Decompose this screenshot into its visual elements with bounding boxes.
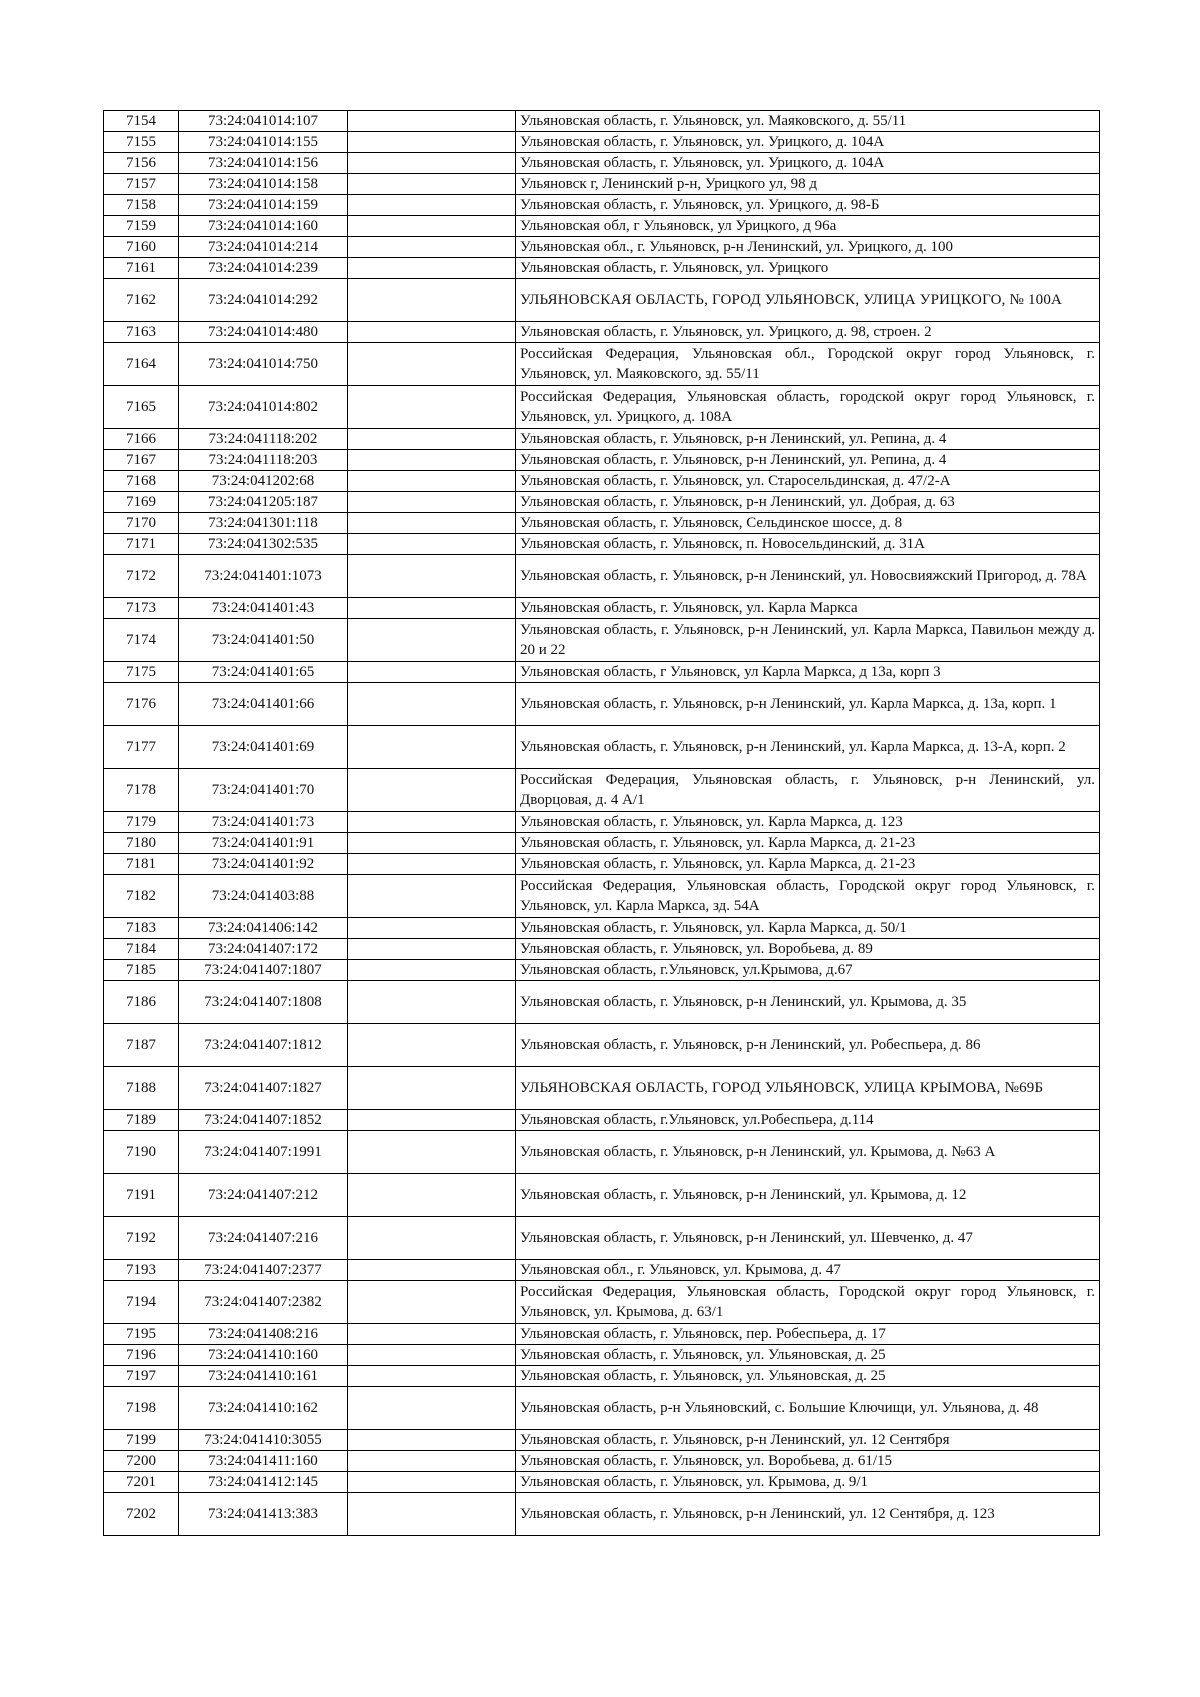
- table-row: [104, 854, 1100, 875]
- cadastral-number: 73:24:041401:50: [179, 619, 348, 662]
- table-row: [104, 1472, 1100, 1493]
- cadastral-number: 73:24:041407:216: [179, 1217, 348, 1260]
- address: Российская Федерация, Ульяновская область, городской округ город Ульяновск, г. Ульяновск, ул. Урицкого, д. 108А: [516, 386, 1100, 429]
- empty-cell: [348, 1345, 516, 1366]
- empty-cell: [348, 726, 516, 769]
- table-row: [104, 598, 1100, 619]
- table-row: [104, 683, 1100, 726]
- empty-cell: [348, 1131, 516, 1174]
- cadastral-number: 73:24:041118:202: [179, 429, 348, 450]
- row-number: 7192: [104, 1217, 179, 1260]
- row-number: 7168: [104, 471, 179, 492]
- cadastral-number: 73:24:041014:107: [179, 111, 348, 132]
- row-number: 7161: [104, 258, 179, 279]
- empty-cell: [348, 216, 516, 237]
- row-number: 7173: [104, 598, 179, 619]
- table-row: [104, 471, 1100, 492]
- address: Ульяновская область, г. Ульяновск, р-н Ленинский, ул. 12 Сентября: [516, 1430, 1100, 1451]
- table-row: [104, 812, 1100, 833]
- empty-cell: [348, 812, 516, 833]
- address: Ульяновская область, г. Ульяновск, ул. Ульяновская, д. 25: [516, 1345, 1100, 1366]
- row-number: 7178: [104, 769, 179, 812]
- cadastral-number: 73:24:041014:158: [179, 174, 348, 195]
- row-number: 7160: [104, 237, 179, 258]
- address: Ульяновская область, г. Ульяновск, Сельдинское шоссе, д. 8: [516, 513, 1100, 534]
- table-row: [104, 1451, 1100, 1472]
- cadastral-number: 73:24:041401:65: [179, 662, 348, 683]
- empty-cell: [348, 1067, 516, 1110]
- empty-cell: [348, 1451, 516, 1472]
- table-row: [104, 343, 1100, 386]
- empty-cell: [348, 1430, 516, 1451]
- cadastral-number: 73:24:041407:1807: [179, 960, 348, 981]
- cadastral-number: 73:24:041407:2377: [179, 1260, 348, 1281]
- empty-cell: [348, 195, 516, 216]
- empty-cell: [348, 598, 516, 619]
- table-row: [104, 492, 1100, 513]
- address: Российская Федерация, Ульяновская обл., Городской округ город Ульяновск, г. Ульяновск, ул. Маяковского, зд. 55/11: [516, 343, 1100, 386]
- address: Ульяновская область, г. Ульяновск, ул. Урицкого, д. 98-Б: [516, 195, 1100, 216]
- empty-cell: [348, 555, 516, 598]
- row-number: 7159: [104, 216, 179, 237]
- row-number: 7198: [104, 1387, 179, 1430]
- cadastral-number: 73:24:041412:145: [179, 1472, 348, 1493]
- cadastral-number: 73:24:041401:73: [179, 812, 348, 833]
- cadastral-number: 73:24:041407:1812: [179, 1024, 348, 1067]
- empty-cell: [348, 1260, 516, 1281]
- row-number: 7188: [104, 1067, 179, 1110]
- cadastral-number: 73:24:041410:3055: [179, 1430, 348, 1451]
- empty-cell: [348, 1174, 516, 1217]
- empty-cell: [348, 237, 516, 258]
- address: Ульяновская область, г. Ульяновск, р-н Ленинский, ул. Новосвияжский Пригород, д. 78А: [516, 555, 1100, 598]
- cadastral-number: 73:24:041401:92: [179, 854, 348, 875]
- row-number: 7179: [104, 812, 179, 833]
- row-number: 7166: [104, 429, 179, 450]
- address: Российская Федерация, Ульяновская область, г. Ульяновск, р-н Ленинский, ул. Дворцовая, д. 4 А/1: [516, 769, 1100, 812]
- address: Ульяновская область, г. Ульяновск, р-н Ленинский, ул. Крымова, д. 35: [516, 981, 1100, 1024]
- table-row: [104, 1324, 1100, 1345]
- address: Ульяновская область, г. Ульяновск, ул. Карла Маркса, д. 50/1: [516, 918, 1100, 939]
- empty-cell: [348, 1024, 516, 1067]
- address: Ульяновская область, г. Ульяновск, п. Новосельдинский, д. 31А: [516, 534, 1100, 555]
- table-row: [104, 1387, 1100, 1430]
- address: Российская Федерация, Ульяновская область, Городской округ город Ульяновск, г. Ульяновск, ул. Карла Маркса, зд. 54А: [516, 875, 1100, 918]
- cadastral-number: 73:24:041014:292: [179, 279, 348, 322]
- empty-cell: [348, 1324, 516, 1345]
- cadastral-number: 73:24:041410:161: [179, 1366, 348, 1387]
- address: Ульяновская область, г. Ульяновск, р-н Ленинский, ул. Карла Маркса, д. 13-А, корп. 2: [516, 726, 1100, 769]
- address: Ульяновская обл., г. Ульяновск, ул. Крымова, д. 47: [516, 1260, 1100, 1281]
- row-number: 7202: [104, 1493, 179, 1536]
- address: Ульяновская область, г. Ульяновск, ул. Маяковского, д. 55/11: [516, 111, 1100, 132]
- table-row: [104, 1345, 1100, 1366]
- row-number: 7164: [104, 343, 179, 386]
- empty-cell: [348, 450, 516, 471]
- address: Ульяновская область, г. Ульяновск, р-н Ленинский, ул. Карла Маркса, д. 13а, корп. 1: [516, 683, 1100, 726]
- empty-cell: [348, 683, 516, 726]
- address: Ульяновская область, г Ульяновск, ул Карла Маркса, д 13а, корп 3: [516, 662, 1100, 683]
- address: Ульяновская область, г. Ульяновск, ул. Старосельдинская, д. 47/2-А: [516, 471, 1100, 492]
- table-row: [104, 1430, 1100, 1451]
- cadastral-number: 73:24:041407:2382: [179, 1281, 348, 1324]
- cadastral-number: 73:24:041413:383: [179, 1493, 348, 1536]
- empty-cell: [348, 1281, 516, 1324]
- table-row: [104, 386, 1100, 429]
- table-row: [104, 132, 1100, 153]
- address: Российская Федерация, Ульяновская область, Городской округ город Ульяновск, г. Ульяновск, ул. Крымова, д. 63/1: [516, 1281, 1100, 1324]
- cadastral-number: 73:24:041401:91: [179, 833, 348, 854]
- empty-cell: [348, 833, 516, 854]
- row-number: 7190: [104, 1131, 179, 1174]
- row-number: 7182: [104, 875, 179, 918]
- row-number: 7195: [104, 1324, 179, 1345]
- cadastral-number: 73:24:041407:212: [179, 1174, 348, 1217]
- empty-cell: [348, 1493, 516, 1536]
- cadastral-number: 73:24:041407:1991: [179, 1131, 348, 1174]
- row-number: 7185: [104, 960, 179, 981]
- address: Ульяновская область, г. Ульяновск, ул. Ульяновская, д. 25: [516, 1366, 1100, 1387]
- address: УЛЬЯНОВСКАЯ ОБЛАСТЬ, ГОРОД УЛЬЯНОВСК, УЛИЦА КРЫМОВА, №69Б: [516, 1067, 1100, 1110]
- table-row: [104, 1260, 1100, 1281]
- table-row: [104, 216, 1100, 237]
- address: Ульяновская обл., г. Ульяновск, р-н Ленинский, ул. Урицкого, д. 100: [516, 237, 1100, 258]
- cadastral-number: 73:24:041407:1808: [179, 981, 348, 1024]
- row-number: 7200: [104, 1451, 179, 1472]
- empty-cell: [348, 939, 516, 960]
- cadastral-number: 73:24:041407:172: [179, 939, 348, 960]
- address: Ульяновская область, г. Ульяновск, ул. Урицкого, д. 104А: [516, 132, 1100, 153]
- row-number: 7157: [104, 174, 179, 195]
- address: Ульяновская область, г. Ульяновск, ул. Воробьева, д. 89: [516, 939, 1100, 960]
- table-row: [104, 960, 1100, 981]
- empty-cell: [348, 619, 516, 662]
- empty-cell: [348, 513, 516, 534]
- cadastral-number: 73:24:041410:160: [179, 1345, 348, 1366]
- cadastral-number: 73:24:041401:70: [179, 769, 348, 812]
- row-number: 7169: [104, 492, 179, 513]
- row-number: 7180: [104, 833, 179, 854]
- empty-cell: [348, 1387, 516, 1430]
- empty-cell: [348, 322, 516, 343]
- cadastral-number: 73:24:041401:66: [179, 683, 348, 726]
- empty-cell: [348, 918, 516, 939]
- empty-cell: [348, 258, 516, 279]
- row-number: 7189: [104, 1110, 179, 1131]
- table-row: [104, 153, 1100, 174]
- empty-cell: [348, 132, 516, 153]
- cadastral-number: 73:24:041401:1073: [179, 555, 348, 598]
- table-row: [104, 769, 1100, 812]
- table-row: [104, 258, 1100, 279]
- empty-cell: [348, 174, 516, 195]
- table-row: [104, 1366, 1100, 1387]
- address: Ульяновская область, г. Ульяновск, р-н Ленинский, ул. Добрая, д. 63: [516, 492, 1100, 513]
- empty-cell: [348, 769, 516, 812]
- address: Ульяновская область, г. Ульяновск, ул. Крымова, д. 9/1: [516, 1472, 1100, 1493]
- address: Ульяновская область, г. Ульяновск, ул. Урицкого, д. 98, строен. 2: [516, 322, 1100, 343]
- table-row: [104, 534, 1100, 555]
- table-row: [104, 918, 1100, 939]
- address: Ульяновская область, г. Ульяновск, р-н Ленинский, ул. Крымова, д. №63 А: [516, 1131, 1100, 1174]
- table-row: [104, 833, 1100, 854]
- row-number: 7158: [104, 195, 179, 216]
- cadastral-number: 73:24:041202:68: [179, 471, 348, 492]
- cadastral-number: 73:24:041408:216: [179, 1324, 348, 1345]
- cadastral-number: 73:24:041014:239: [179, 258, 348, 279]
- table-row: [104, 450, 1100, 471]
- address: УЛЬЯНОВСКАЯ ОБЛАСТЬ, ГОРОД УЛЬЯНОВСК, УЛИЦА УРИЦКОГО, № 100А: [516, 279, 1100, 322]
- address: Ульяновская обл, г Ульяновск, ул Урицкого, д 96а: [516, 216, 1100, 237]
- row-number: 7193: [104, 1260, 179, 1281]
- address: Ульяновская область, г. Ульяновск, р-н Ленинский, ул. 12 Сентября, д. 123: [516, 1493, 1100, 1536]
- table-row: [104, 1067, 1100, 1110]
- row-number: 7177: [104, 726, 179, 769]
- cadastral-number: 73:24:041401:43: [179, 598, 348, 619]
- table-row: [104, 555, 1100, 598]
- table-row: [104, 513, 1100, 534]
- cadastral-number: 73:24:041014:155: [179, 132, 348, 153]
- row-number: 7165: [104, 386, 179, 429]
- address: Ульяновская область, г. Ульяновск, пер. Робеспьера, д. 17: [516, 1324, 1100, 1345]
- address: Ульяновская область, г. Ульяновск, ул. Карла Маркса: [516, 598, 1100, 619]
- empty-cell: [348, 981, 516, 1024]
- cadastral-number: 73:24:041014:750: [179, 343, 348, 386]
- cadastral-number: 73:24:041118:203: [179, 450, 348, 471]
- cadastral-number: 73:24:041302:535: [179, 534, 348, 555]
- address: Ульяновская область, г. Ульяновск, ул. Карла Маркса, д. 123: [516, 812, 1100, 833]
- table-row: [104, 726, 1100, 769]
- address: Ульяновская область, г. Ульяновск, ул. Карла Маркса, д. 21-23: [516, 833, 1100, 854]
- address: Ульяновская область, г. Ульяновск, ул. Урицкого: [516, 258, 1100, 279]
- address: Ульяновская область, г. Ульяновск, р-н Ленинский, ул. Шевченко, д. 47: [516, 1217, 1100, 1260]
- row-number: 7194: [104, 1281, 179, 1324]
- empty-cell: [348, 1472, 516, 1493]
- table-row: [104, 1174, 1100, 1217]
- table-row: [104, 1110, 1100, 1131]
- empty-cell: [348, 960, 516, 981]
- registry-body: [104, 111, 1100, 1536]
- table-row: [104, 1493, 1100, 1536]
- table-row: [104, 322, 1100, 343]
- address: Ульяновская область, г. Ульяновск, р-н Ленинский, ул. Крымова, д. 12: [516, 1174, 1100, 1217]
- row-number: 7175: [104, 662, 179, 683]
- row-number: 7186: [104, 981, 179, 1024]
- address: Ульяновск г, Ленинский р-н, Урицкого ул, 98 д: [516, 174, 1100, 195]
- table-row: [104, 1024, 1100, 1067]
- row-number: 7174: [104, 619, 179, 662]
- empty-cell: [348, 1217, 516, 1260]
- row-number: 7196: [104, 1345, 179, 1366]
- cadastral-number: 73:24:041403:88: [179, 875, 348, 918]
- row-number: 7187: [104, 1024, 179, 1067]
- registry-table: [103, 110, 1100, 1536]
- cadastral-number: 73:24:041406:142: [179, 918, 348, 939]
- cadastral-number: 73:24:041014:160: [179, 216, 348, 237]
- cadastral-number: 73:24:041014:159: [179, 195, 348, 216]
- table-row: [104, 1131, 1100, 1174]
- cadastral-number: 73:24:041014:802: [179, 386, 348, 429]
- table-row: [104, 619, 1100, 662]
- empty-cell: [348, 343, 516, 386]
- cadastral-number: 73:24:041014:480: [179, 322, 348, 343]
- empty-cell: [348, 1110, 516, 1131]
- cadastral-number: 73:24:041301:118: [179, 513, 348, 534]
- empty-cell: [348, 279, 516, 322]
- table-row: [104, 1281, 1100, 1324]
- table-row: [104, 429, 1100, 450]
- table-row: [104, 875, 1100, 918]
- table-row: [104, 174, 1100, 195]
- row-number: 7197: [104, 1366, 179, 1387]
- address: Ульяновская область, г.Ульяновск, ул.Робеспьера, д.114: [516, 1110, 1100, 1131]
- empty-cell: [348, 429, 516, 450]
- row-number: 7172: [104, 555, 179, 598]
- row-number: 7181: [104, 854, 179, 875]
- table-row: [104, 237, 1100, 258]
- row-number: 7191: [104, 1174, 179, 1217]
- row-number: 7184: [104, 939, 179, 960]
- row-number: 7199: [104, 1430, 179, 1451]
- empty-cell: [348, 854, 516, 875]
- cadastral-number: 73:24:041411:160: [179, 1451, 348, 1472]
- table-row: [104, 111, 1100, 132]
- row-number: 7154: [104, 111, 179, 132]
- empty-cell: [348, 111, 516, 132]
- cadastral-number: 73:24:041410:162: [179, 1387, 348, 1430]
- address: Ульяновская область, г. Ульяновск, р-н Ленинский, ул. Репина, д. 4: [516, 450, 1100, 471]
- empty-cell: [348, 386, 516, 429]
- cadastral-number: 73:24:041407:1827: [179, 1067, 348, 1110]
- address: Ульяновская область, г. Ульяновск, ул. Воробьева, д. 61/15: [516, 1451, 1100, 1472]
- row-number: 7167: [104, 450, 179, 471]
- address: Ульяновская область, г. Ульяновск, р-н Ленинский, ул. Карла Маркса, Павильон между д. 20 и 22: [516, 619, 1100, 662]
- empty-cell: [348, 153, 516, 174]
- empty-cell: [348, 1366, 516, 1387]
- cadastral-number: 73:24:041407:1852: [179, 1110, 348, 1131]
- row-number: 7162: [104, 279, 179, 322]
- empty-cell: [348, 471, 516, 492]
- table-row: [104, 1217, 1100, 1260]
- address: Ульяновская область, г. Ульяновск, ул. Карла Маркса, д. 21-23: [516, 854, 1100, 875]
- row-number: 7176: [104, 683, 179, 726]
- cadastral-number: 73:24:041014:156: [179, 153, 348, 174]
- empty-cell: [348, 662, 516, 683]
- row-number: 7170: [104, 513, 179, 534]
- empty-cell: [348, 875, 516, 918]
- address: Ульяновская область, г. Ульяновск, р-н Ленинский, ул. Репина, д. 4: [516, 429, 1100, 450]
- address: Ульяновская область, г. Ульяновск, р-н Ленинский, ул. Робеспьера, д. 86: [516, 1024, 1100, 1067]
- row-number: 7163: [104, 322, 179, 343]
- row-number: 7171: [104, 534, 179, 555]
- empty-cell: [348, 534, 516, 555]
- row-number: 7155: [104, 132, 179, 153]
- cadastral-number: 73:24:041401:69: [179, 726, 348, 769]
- address: Ульяновская область, г. Ульяновск, ул. Урицкого, д. 104А: [516, 153, 1100, 174]
- table-row: [104, 981, 1100, 1024]
- row-number: 7156: [104, 153, 179, 174]
- table-row: [104, 662, 1100, 683]
- row-number: 7183: [104, 918, 179, 939]
- cadastral-number: 73:24:041205:187: [179, 492, 348, 513]
- table-row: [104, 195, 1100, 216]
- address: Ульяновская область, р-н Ульяновский, с. Большие Ключищи, ул. Ульянова, д. 48: [516, 1387, 1100, 1430]
- cadastral-number: 73:24:041014:214: [179, 237, 348, 258]
- row-number: 7201: [104, 1472, 179, 1493]
- address: Ульяновская область, г.Ульяновск, ул.Крымова, д.67: [516, 960, 1100, 981]
- table-row: [104, 279, 1100, 322]
- table-row: [104, 939, 1100, 960]
- empty-cell: [348, 492, 516, 513]
